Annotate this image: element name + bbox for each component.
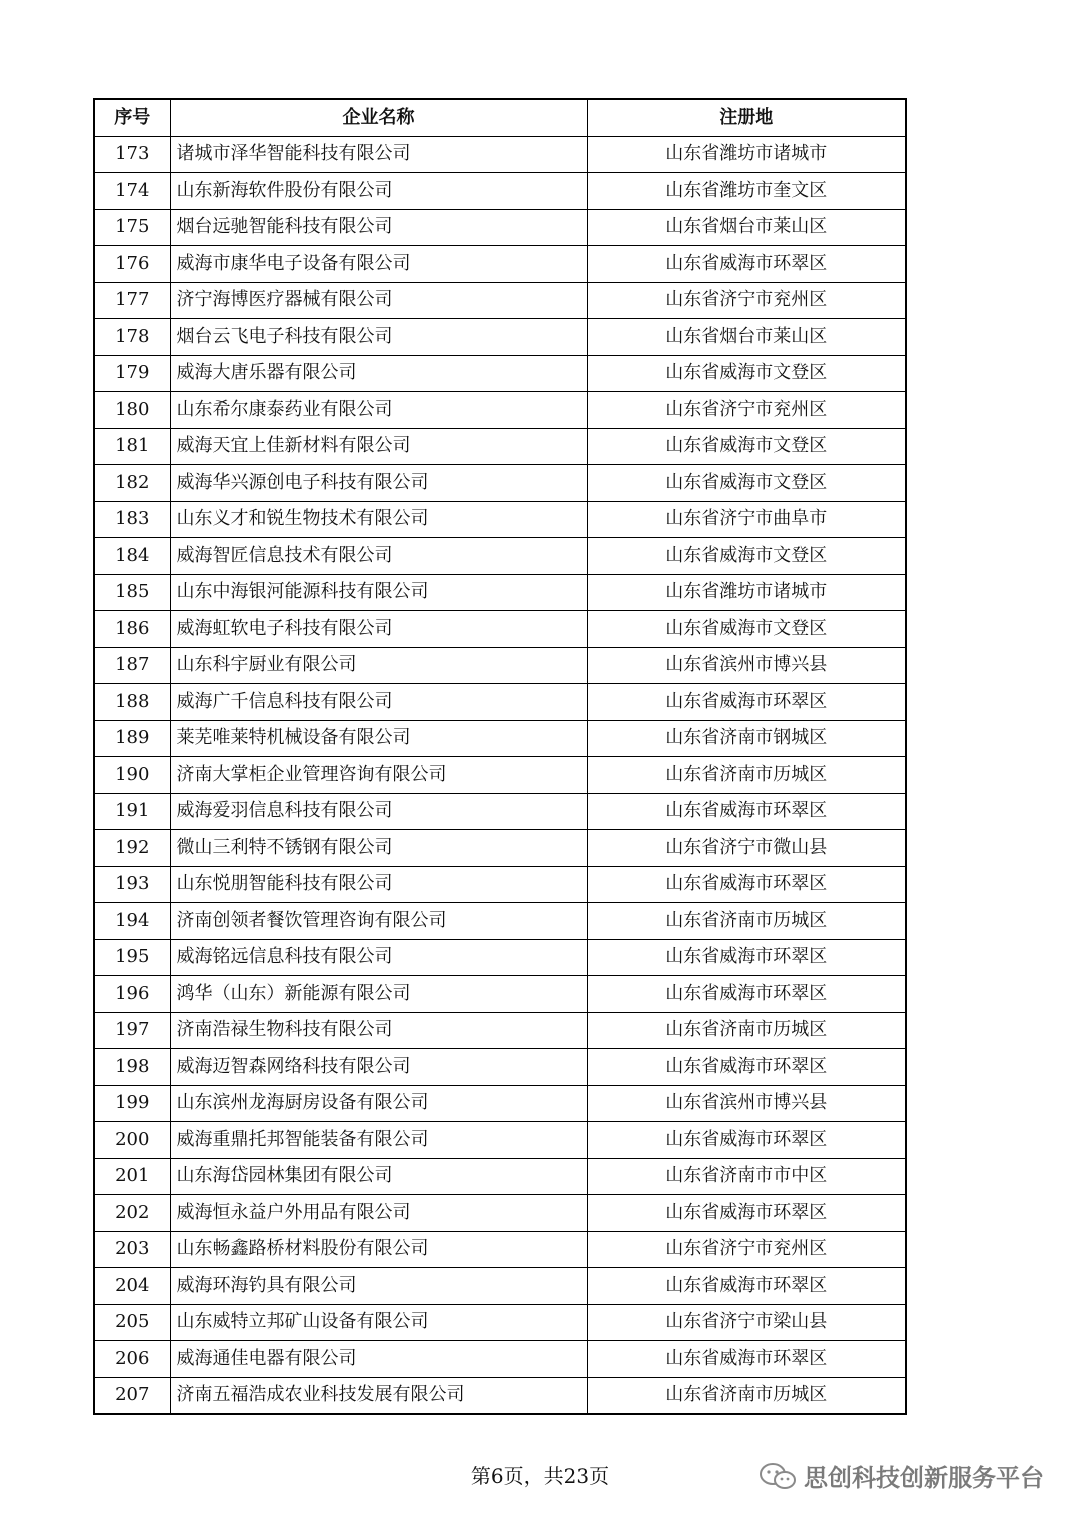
- company-name: 山东悦朋智能科技有限公司: [170, 866, 587, 903]
- row-index: 181: [94, 428, 170, 465]
- registration-place: 山东省威海市文登区: [587, 465, 906, 502]
- registration-place: 山东省威海市环翠区: [587, 684, 906, 721]
- company-name: 诸城市泽华智能科技有限公司: [170, 136, 587, 173]
- table-row: [94, 720, 906, 757]
- table-row: [94, 392, 906, 429]
- row-index: 174: [94, 173, 170, 210]
- company-name: 微山三利特不锈钢有限公司: [170, 830, 587, 867]
- registration-place: 山东省威海市环翠区: [587, 976, 906, 1013]
- table-row: [94, 1012, 906, 1049]
- table-row: [94, 757, 906, 794]
- registration-place: 山东省威海市环翠区: [587, 793, 906, 830]
- company-name: 威海大唐乐器有限公司: [170, 355, 587, 392]
- company-name: 威海华兴源创电子科技有限公司: [170, 465, 587, 502]
- company-name: 威海重鼎托邦智能装备有限公司: [170, 1122, 587, 1159]
- watermark-text: 思创科技创新服务平台: [804, 1464, 1044, 1492]
- registration-place: 山东省威海市文登区: [587, 538, 906, 575]
- table-row: [94, 866, 906, 903]
- row-index: 187: [94, 647, 170, 684]
- registration-place: 山东省滨州市博兴县: [587, 647, 906, 684]
- table-row: [94, 830, 906, 867]
- row-index: 176: [94, 246, 170, 283]
- company-name: 莱芜唯莱特机械设备有限公司: [170, 720, 587, 757]
- table-row: [94, 282, 906, 319]
- company-name: 威海天宜上佳新材料有限公司: [170, 428, 587, 465]
- watermark: [758, 1458, 1044, 1493]
- page-number: 第6页，共23页: [470, 1464, 610, 1488]
- table-row: [94, 574, 906, 611]
- company-name: 济南五福浩成农业科技发展有限公司: [170, 1377, 587, 1414]
- row-index: 179: [94, 355, 170, 392]
- table-body: [94, 136, 906, 1414]
- registration-place: 山东省威海市环翠区: [587, 1341, 906, 1378]
- company-name: 山东希尔康泰药业有限公司: [170, 392, 587, 429]
- table-row: [94, 611, 906, 648]
- company-name: 烟台远驰智能科技有限公司: [170, 209, 587, 246]
- registration-place: 山东省威海市环翠区: [587, 1195, 906, 1232]
- company-name: 威海通佳电器有限公司: [170, 1341, 587, 1378]
- row-index: 194: [94, 903, 170, 940]
- row-index: 198: [94, 1049, 170, 1086]
- row-index: 191: [94, 793, 170, 830]
- row-index: 202: [94, 1195, 170, 1232]
- row-index: 196: [94, 976, 170, 1013]
- row-index: 183: [94, 501, 170, 538]
- table-row: [94, 501, 906, 538]
- table-row: [94, 319, 906, 356]
- row-index: 177: [94, 282, 170, 319]
- company-name: 威海智匠信息技术有限公司: [170, 538, 587, 575]
- table-header-row: [94, 99, 906, 136]
- row-index: 189: [94, 720, 170, 757]
- company-name: 威海环海钓具有限公司: [170, 1268, 587, 1305]
- row-index: 190: [94, 757, 170, 794]
- registration-place: 山东省威海市文登区: [587, 611, 906, 648]
- table-row: [94, 538, 906, 575]
- table-row: [94, 1122, 906, 1159]
- company-name: 威海恒永益户外用品有限公司: [170, 1195, 587, 1232]
- registration-place: 山东省济南市钢城区: [587, 720, 906, 757]
- registration-place: 山东省威海市文登区: [587, 428, 906, 465]
- registration-place: 山东省威海市环翠区: [587, 1268, 906, 1305]
- table-row: [94, 903, 906, 940]
- table-row: [94, 136, 906, 173]
- company-name: 威海市康华电子设备有限公司: [170, 246, 587, 283]
- company-name: 山东中海银河能源科技有限公司: [170, 574, 587, 611]
- company-name: 威海虹软电子科技有限公司: [170, 611, 587, 648]
- company-name: 烟台云飞电子科技有限公司: [170, 319, 587, 356]
- table-row: [94, 684, 906, 721]
- company-table: [93, 98, 907, 1415]
- row-index: 206: [94, 1341, 170, 1378]
- registration-place: 山东省威海市文登区: [587, 355, 906, 392]
- row-index: 193: [94, 866, 170, 903]
- table-row: [94, 173, 906, 210]
- table-row: [94, 976, 906, 1013]
- registration-place: 山东省潍坊市诸城市: [587, 574, 906, 611]
- row-index: 180: [94, 392, 170, 429]
- table-row: [94, 793, 906, 830]
- company-name: 威海爱羽信息科技有限公司: [170, 793, 587, 830]
- table-row: [94, 428, 906, 465]
- table-row: [94, 1231, 906, 1268]
- row-index: 185: [94, 574, 170, 611]
- wechat-icon: [758, 1461, 798, 1491]
- company-name: 济南创领者餐饮管理咨询有限公司: [170, 903, 587, 940]
- row-index: 178: [94, 319, 170, 356]
- registration-place: 山东省烟台市莱山区: [587, 319, 906, 356]
- registration-place: 山东省济南市历城区: [587, 1377, 906, 1414]
- registration-place: 山东省威海市环翠区: [587, 939, 906, 976]
- table-row: [94, 246, 906, 283]
- registration-place: 山东省滨州市博兴县: [587, 1085, 906, 1122]
- company-name: 济南浩禄生物科技有限公司: [170, 1012, 587, 1049]
- registration-place: 山东省济南市历城区: [587, 903, 906, 940]
- registration-place: 山东省威海市环翠区: [587, 1049, 906, 1086]
- table-row: [94, 1049, 906, 1086]
- registration-place: 山东省威海市环翠区: [587, 866, 906, 903]
- row-index: 207: [94, 1377, 170, 1414]
- row-index: 203: [94, 1231, 170, 1268]
- table-row: [94, 1304, 906, 1341]
- row-index: 182: [94, 465, 170, 502]
- registration-place: 山东省威海市环翠区: [587, 1122, 906, 1159]
- table-row: [94, 355, 906, 392]
- row-index: 186: [94, 611, 170, 648]
- company-name: 山东滨州龙海厨房设备有限公司: [170, 1085, 587, 1122]
- header-company-name: 企业名称: [170, 99, 587, 136]
- registration-place: 山东省济宁市兖州区: [587, 282, 906, 319]
- row-index: 188: [94, 684, 170, 721]
- company-name: 山东新海软件股份有限公司: [170, 173, 587, 210]
- company-name: 济宁海博医疗器械有限公司: [170, 282, 587, 319]
- row-index: 195: [94, 939, 170, 976]
- table-row: [94, 465, 906, 502]
- company-name: 山东义才和锐生物技术有限公司: [170, 501, 587, 538]
- table-row: [94, 1341, 906, 1378]
- table-row: [94, 1377, 906, 1414]
- row-index: 197: [94, 1012, 170, 1049]
- row-index: 184: [94, 538, 170, 575]
- registration-place: 山东省济宁市曲阜市: [587, 501, 906, 538]
- row-index: 173: [94, 136, 170, 173]
- table-row: [94, 1195, 906, 1232]
- company-name: 威海迈智森网络科技有限公司: [170, 1049, 587, 1086]
- registration-place: 山东省威海市环翠区: [587, 246, 906, 283]
- registration-place: 山东省济南市市中区: [587, 1158, 906, 1195]
- row-index: 200: [94, 1122, 170, 1159]
- table-row: [94, 939, 906, 976]
- row-index: 204: [94, 1268, 170, 1305]
- registration-place: 山东省潍坊市诸城市: [587, 136, 906, 173]
- header-registration-place: 注册地: [587, 99, 906, 136]
- company-name: 山东威特立邦矿山设备有限公司: [170, 1304, 587, 1341]
- registration-place: 山东省济宁市兖州区: [587, 392, 906, 429]
- company-name: 威海广千信息科技有限公司: [170, 684, 587, 721]
- registration-place: 山东省济南市历城区: [587, 1012, 906, 1049]
- table-row: [94, 209, 906, 246]
- company-name: 鸿华（山东）新能源有限公司: [170, 976, 587, 1013]
- row-index: 175: [94, 209, 170, 246]
- company-name: 济南大掌柜企业管理咨询有限公司: [170, 757, 587, 794]
- row-index: 205: [94, 1304, 170, 1341]
- header-index: 序号: [94, 99, 170, 136]
- company-name: 威海铭远信息科技有限公司: [170, 939, 587, 976]
- table-row: [94, 1268, 906, 1305]
- registration-place: 山东省潍坊市奎文区: [587, 173, 906, 210]
- table-row: [94, 647, 906, 684]
- registration-place: 山东省济宁市微山县: [587, 830, 906, 867]
- registration-place: 山东省济南市历城区: [587, 757, 906, 794]
- row-index: 199: [94, 1085, 170, 1122]
- row-index: 201: [94, 1158, 170, 1195]
- company-name: 山东海岱园林集团有限公司: [170, 1158, 587, 1195]
- registration-place: 山东省烟台市莱山区: [587, 209, 906, 246]
- table-row: [94, 1158, 906, 1195]
- company-name: 山东畅鑫路桥材料股份有限公司: [170, 1231, 587, 1268]
- registration-place: 山东省济宁市梁山县: [587, 1304, 906, 1341]
- registration-place: 山东省济宁市兖州区: [587, 1231, 906, 1268]
- company-name: 山东科宇厨业有限公司: [170, 647, 587, 684]
- row-index: 192: [94, 830, 170, 867]
- table-row: [94, 1085, 906, 1122]
